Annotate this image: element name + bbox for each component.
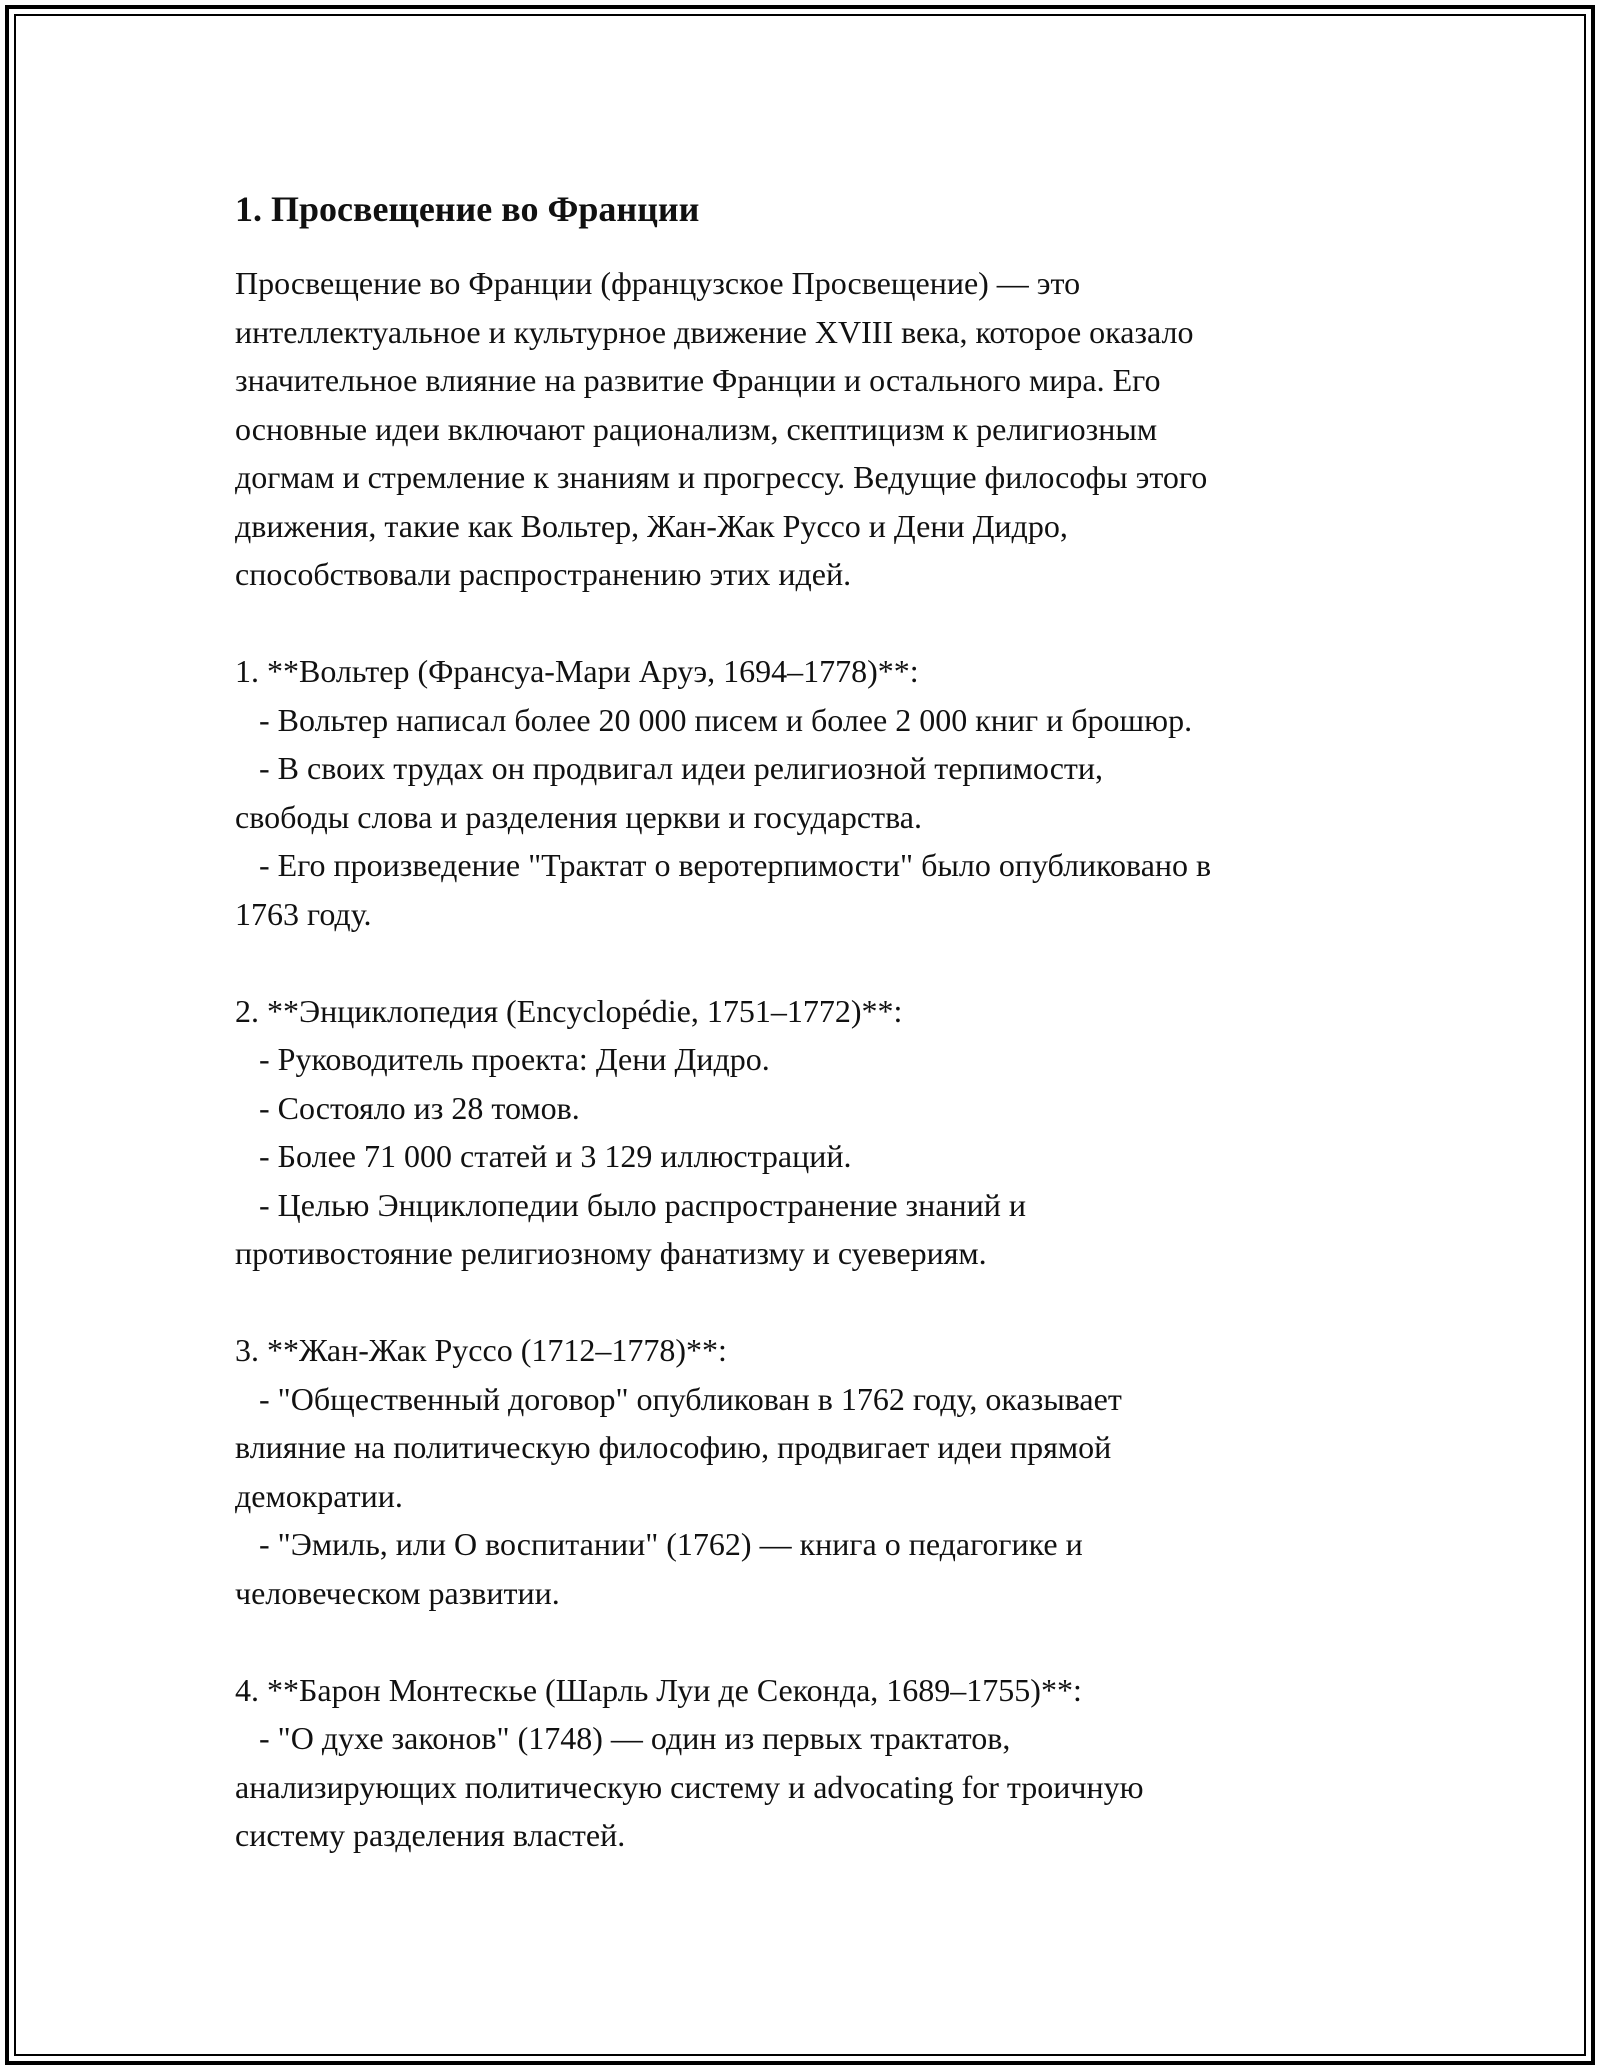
text-line: значительное влияние на развитие Франции и остального мира. Его bbox=[235, 362, 1161, 398]
section-heading: 4. **Барон Монтескье (Шарль Луи де Секонда, 1689–1755)**: bbox=[235, 1671, 1082, 1708]
text-line: - Более 71 000 статей и 3 129 иллюстраций. bbox=[235, 1138, 852, 1174]
text-line: демократии. bbox=[235, 1477, 403, 1514]
text-line: - Руководитель проекта: Дени Дидро. bbox=[235, 1041, 770, 1077]
text-line: - Целью Энциклопедии было распространение знаний и bbox=[235, 1186, 1026, 1223]
text-line: - Состояло из 28 томов. bbox=[235, 1089, 580, 1126]
section-montesquieu bbox=[235, 1666, 1385, 1860]
text-line: человеческом развитии. bbox=[235, 1574, 560, 1611]
page-title: 1. Просвещение во Франции bbox=[235, 189, 700, 229]
text-line: противостояние религиозному фанатизму и суевериям. bbox=[235, 1235, 987, 1271]
text-line: свободы слова и разделения церкви и государства. bbox=[235, 798, 922, 835]
text-line: систему разделения властей. bbox=[235, 1817, 626, 1853]
document-body bbox=[235, 185, 1385, 1860]
text-line: - "Эмиль, или О воспитании" (1762) — книга о педагогике и bbox=[235, 1526, 1083, 1562]
section-rousseau bbox=[235, 1326, 1385, 1617]
text-line: - "Общественный договор" опубликован в 1762 году, оказывает bbox=[235, 1380, 1122, 1417]
section-encyclopedie bbox=[235, 987, 1385, 1278]
text-line: 1763 году. bbox=[235, 895, 372, 932]
text-line: - "О духе законов" (1748) — один из первых трактатов, bbox=[235, 1720, 1011, 1756]
text-line: - Его произведение "Трактат о веротерпимости" было опубликовано в bbox=[235, 847, 1212, 883]
section-heading: 2. **Энциклопедия (Encyclopédie, 1751–1772)**: bbox=[235, 992, 903, 1029]
text-line: основные идеи включают рационализм, скептицизм к религиозным bbox=[235, 410, 1158, 447]
text-line: Просвещение во Франции (французское Просвещение) — это bbox=[235, 265, 1081, 301]
text-line: догмам и стремление к знаниям и прогрессу. Ведущие философы этого bbox=[235, 459, 1208, 495]
text-line: способствовали распространению этих идей. bbox=[235, 556, 852, 592]
intro-paragraph bbox=[235, 259, 1385, 599]
text-line: влияние на политическую философию, продвигает идеи прямой bbox=[235, 1429, 1112, 1465]
text-line: - Вольтер написал более 20 000 писем и более 2 000 книг и брошюр. bbox=[235, 701, 1193, 738]
text-line: движения, такие как Вольтер, Жан-Жак Руссо и Дени Дидро, bbox=[235, 507, 1068, 544]
section-heading: 3. **Жан-Жак Руссо (1712–1778)**: bbox=[235, 1332, 727, 1368]
text-line: - В своих трудах он продвигал идеи религиозной терпимости, bbox=[235, 750, 1104, 786]
section-heading: 1. **Вольтер (Франсуа-Мари Аруэ, 1694–1778)**: bbox=[235, 653, 919, 689]
text-line: анализирующих политическую систему и advocating for троичную bbox=[235, 1768, 1144, 1805]
text-line: интеллектуальное и культурное движение XVIII века, которое оказало bbox=[235, 313, 1194, 350]
section-voltaire bbox=[235, 647, 1385, 938]
